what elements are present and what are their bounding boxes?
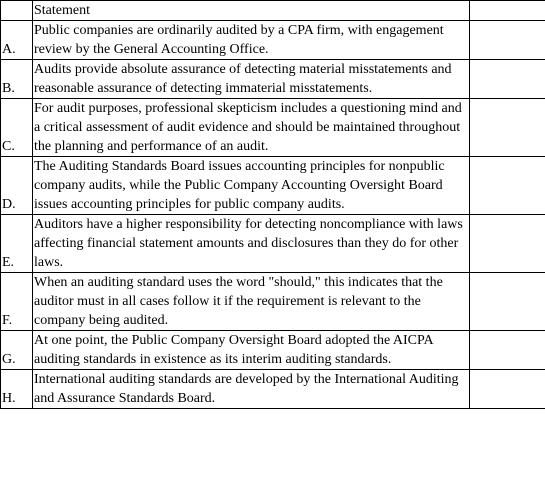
row-letter: B. [1,60,33,99]
row-statement: When an auditing standard uses the word "should," this indicates that the auditor must in all cases follow it if the requirement is relevant to the company being audited. [33,273,470,331]
row-answer-cell[interactable] [470,21,545,60]
row-answer-cell[interactable] [470,331,545,370]
table-row [1,21,545,60]
row-answer-cell[interactable] [470,60,545,99]
row-statement: At one point, the Public Company Oversight Board adopted the AICPA auditing standards in existence as its interim auditing standards. [33,331,470,370]
table-row [1,331,545,370]
row-letter: A. [1,21,33,60]
row-letter: E. [1,215,33,273]
row-letter: H. [1,370,33,409]
header-letter-cell [1,1,33,21]
row-answer-cell[interactable] [470,99,545,157]
table-row [1,99,545,157]
row-answer-cell[interactable] [470,273,545,331]
table-row [1,273,545,331]
row-letter: D. [1,157,33,215]
header-statement-cell: Statement [33,1,470,21]
header-answer-cell [470,1,545,21]
table-row [1,157,545,215]
row-statement: International auditing standards are developed by the International Auditing and Assurance Standards Board. [33,370,470,409]
table-row [1,60,545,99]
row-answer-cell[interactable] [470,157,545,215]
row-statement: Public companies are ordinarily audited by a CPA firm, with engagement review by the General Accounting Office. [33,21,470,60]
row-letter: F. [1,273,33,331]
table-header-row [1,1,545,21]
row-answer-cell[interactable] [470,215,545,273]
row-statement: Audits provide absolute assurance of detecting material misstatements and reasonable assurance of detecting immaterial misstatements. [33,60,470,99]
row-statement: For audit purposes, professional skepticism includes a questioning mind and a critical assessment of audit evidence and should be maintained throughout the planning and performance of an audit. [33,99,470,157]
row-letter: G. [1,331,33,370]
row-letter: C. [1,99,33,157]
table-row [1,370,545,409]
row-statement: The Auditing Standards Board issues accounting principles for nonpublic company audits, while the Public Company Accounting Oversight Board issues accounting principles for public company audits. [33,157,470,215]
table-row [1,215,545,273]
row-statement: Auditors have a higher responsibility for detecting noncompliance with laws affecting financial statement amounts and disclosures than they do for other laws. [33,215,470,273]
row-answer-cell[interactable] [470,370,545,409]
